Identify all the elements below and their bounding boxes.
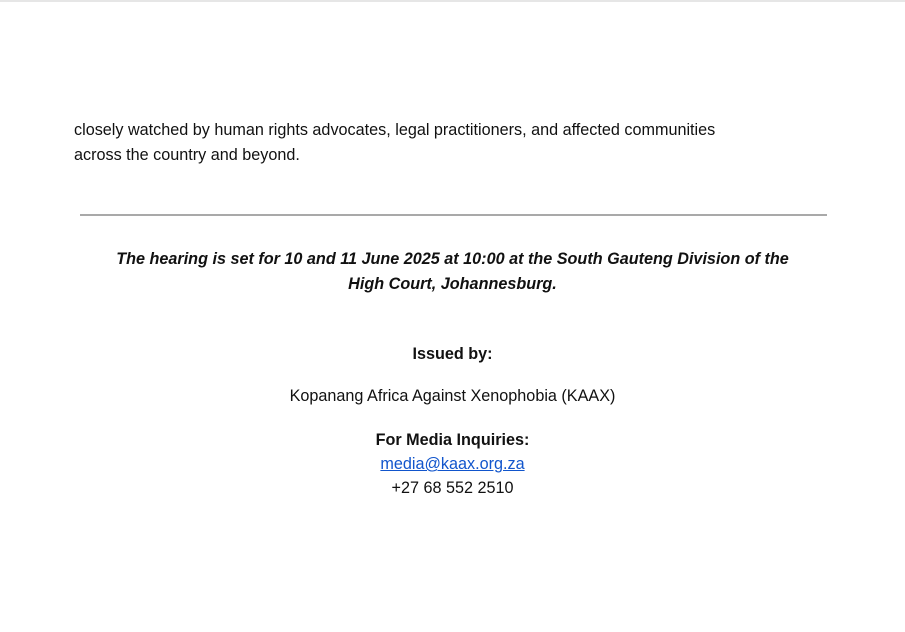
media-inquiries-label: For Media Inquiries:	[375, 431, 530, 449]
issued-by-label: Issued by:	[412, 345, 493, 363]
media-email-line	[0, 453, 905, 475]
body-paragraph-line-1: closely watched by human rights advocates, legal practitioners, and affected communities	[74, 121, 716, 139]
body-paragraph	[74, 118, 834, 168]
body-paragraph-line-2: across the country and beyond.	[74, 146, 300, 164]
hearing-notice-line-2: High Court, Johannesburg.	[348, 275, 557, 293]
horizontal-divider	[80, 214, 827, 216]
issuing-organization: Kopanang Africa Against Xenophobia (KAAX)	[289, 387, 616, 405]
media-email-link[interactable]: media@kaax.org.za	[380, 455, 525, 473]
media-phone-number: +27 68 552 2510	[391, 479, 514, 497]
hearing-notice-line-1: The hearing is set for 10 and 11 June 2025 at 10:00 at the South Gauteng Division of the	[116, 250, 789, 268]
hearing-notice	[60, 247, 845, 297]
